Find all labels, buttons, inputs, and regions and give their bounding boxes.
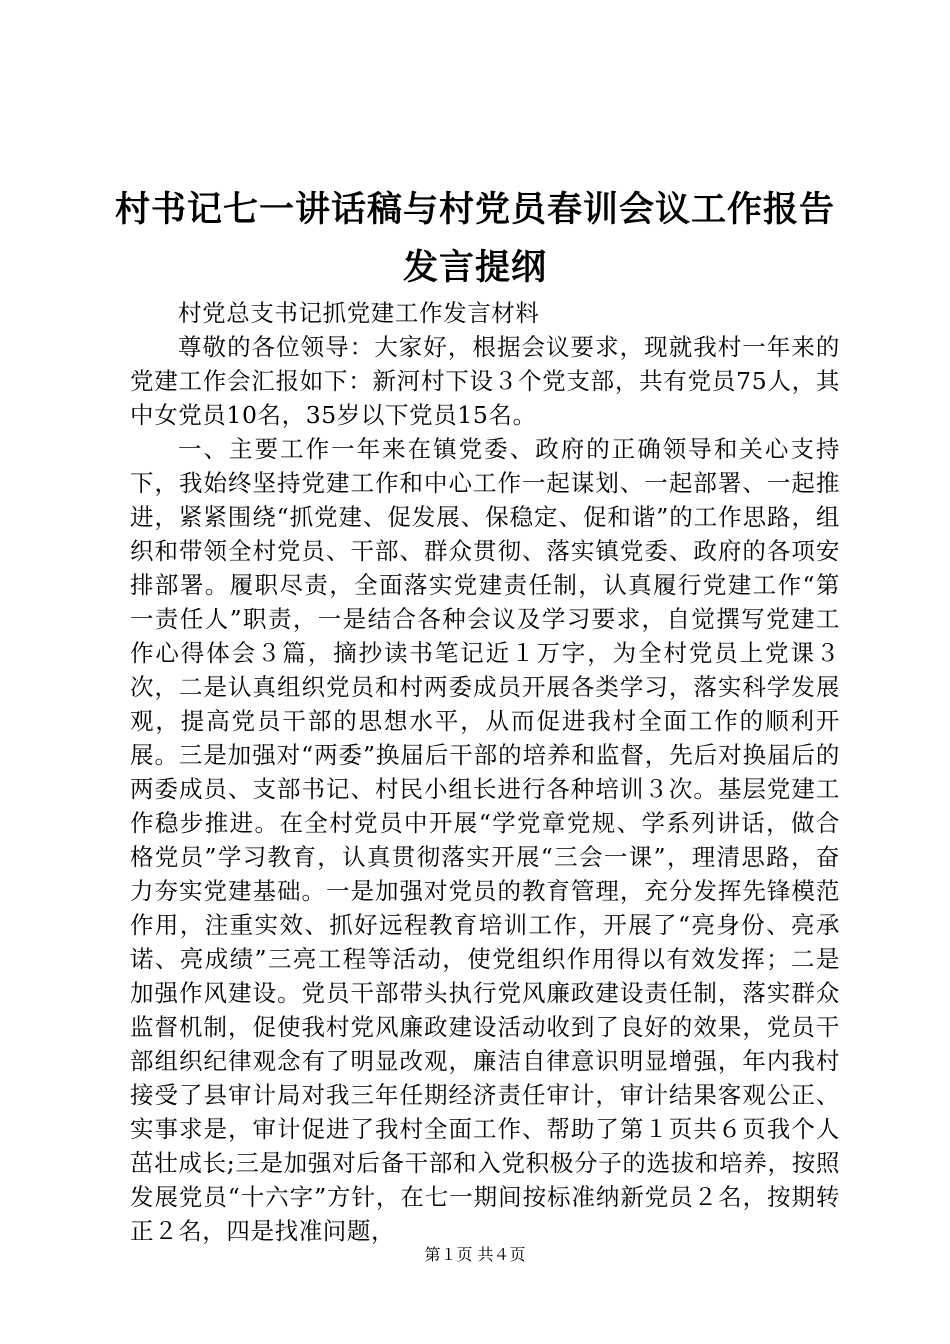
page-footer: 第１页 共４页 — [424, 1245, 526, 1264]
document-title-line2: 发言提纲 — [402, 247, 547, 288]
document-subtitle: 村党总支书记抓党建工作发言材料 — [178, 299, 540, 327]
document-body — [130, 296, 840, 1248]
body-paragraph: 尊敬的各位领导：大家好，根据会议要求，现就我村一年来的党建工作会汇报如下：新河村下设３个党支部，共有党员75人，其中女党员10名，35岁以下党员15名。 — [130, 333, 840, 429]
body-paragraph: 一、主要工作一年来在镇党委、政府的正确领导和关心支持下，我始终坚持党建工作和中心工作一起谋划、一起部署、一起推进，紧紧围绕“抓党建、促发展、保稳定、促和谐”的工作思路，组织和带领全村党员、干部、群众贯彻、落实镇党委、政府的各项安排部署。履职尽责，全面落实党建责任制，认真履行党建工作“第一责任人”职责，一是结合各种会议及学习要求，自觉撰写党建工作心得体会３篇，摘抄读书笔记近１万字，为全村党员上党课３次，二是认真组织党员和村两委成员开展各类学习，落实科学发展观，提高党员干部的思想水平，从而促进我村全面工作的顺利开展。三是加强对“两委”换届后干部的培养和监督，先后对换届后的两委成员、支部书记、村民小组长进行各种培训３次。基层党建工作稳步推进。在全村党员中开展“学党章党规、学系列讲话，做合格党员”学习教育，认真贯彻落实开展“三会一课”，理清思路，奋力夯实党建基础。一是加强对党员的教育管理，充分发挥先锋模范作用，注重实效、抓好远程教育培训工作，开展了“亮身份、亮承诺、亮成绩”三亮工程等活动，使党组织作用得以有效发挥；二是加强作风建设。党员干部带头执行党风廉政建设责任制，落实群众监督机制，促使我村党风廉政建设活动收到了良好的效果，党员干部组织纪律观念有了明显改观，廉洁自律意识明显增强，年内我村接受了县审计局对我三年任期经济责任审计，审计结果客观公正、实事求是，审计促进了我村全面工作、帮助了第１页共６页我个人茁壮成长;三是加强对后备干部和入党积极分子的选拔和培养，按照发展党员“十六字”方针，在七一期间按标准纳新党员２名，按期转正２名，四是找准问题， — [130, 435, 840, 1245]
document-title-line1: 村书记七一讲话稿与村党员春训会议工作报告 — [114, 189, 835, 230]
